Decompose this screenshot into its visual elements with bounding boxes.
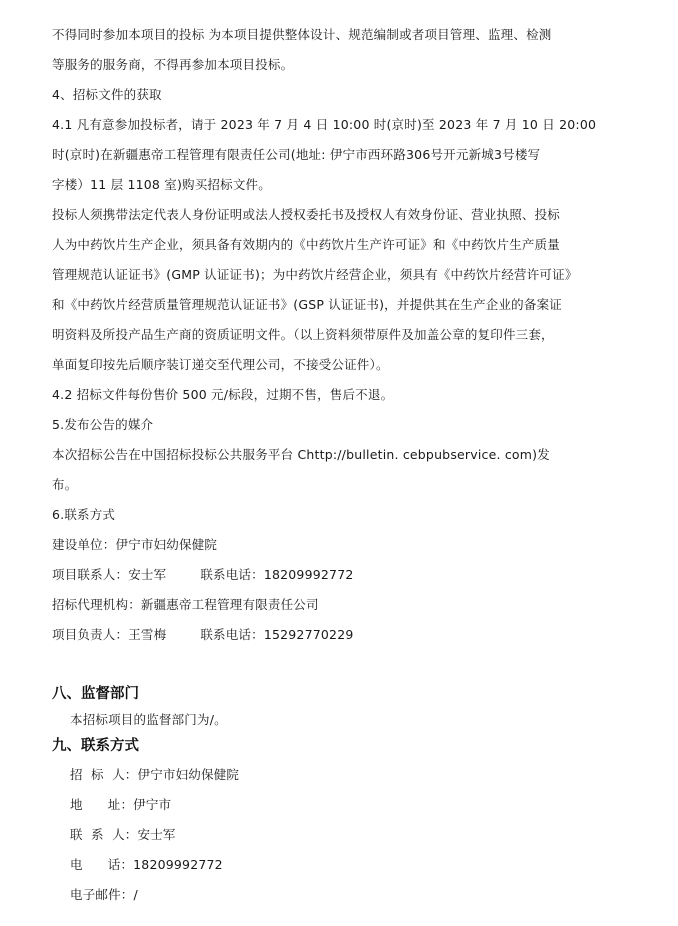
requirements-line-5: 明资料及所投产品生产商的资质证明文件。（以上资料须带原件及加盖公章的复印件三套，: [52, 327, 554, 342]
paragraph-restriction-line-2: 等服务的服务商，不得再参加本项目投标。: [52, 57, 294, 72]
heading-contact: 九、联系方式: [52, 738, 139, 754]
project-contact: 项目联系人：安士军: [52, 567, 167, 582]
contact-tenderer: 招 标 人：伊宁市妇幼保健院: [70, 767, 240, 782]
project-contact-row: [52, 567, 354, 583]
requirements-line-3: 管理规范认证证书》(GMP 认证证书)；为中药饮片经营企业，须具有《中药饮片经营许可证》: [52, 267, 578, 282]
requirements-line-1: 投标人须携带法定代表人身份证明或法人授权委托书及授权人有效身份证、营业执照、投标: [52, 207, 561, 222]
section-4-2: 4.2 招标文件每份售价 500 元/标段，过期不售，售后不退。: [52, 387, 394, 402]
section-4-1-line-3: 字楼）11 层 1108 室)购买招标文件。: [52, 177, 271, 192]
section-4-title: 4、招标文件的获取: [52, 87, 162, 102]
section-4-1-line-2: 时(京时)在新疆惠帝工程管理有限责任公司(地址: 伊宁市西环路306号开元新城3号楼写: [52, 147, 541, 162]
contact-address: 地 址：伊宁市: [70, 797, 172, 812]
contact-email: 电子邮件：/: [70, 887, 138, 902]
section-4-1-line-1: 4.1 凡有意参加投标者，请于 2023 年 7 月 4 日 10:00 时(京时)至 2023 年 7 月 10 日 20:00: [52, 117, 597, 132]
requirements-line-2: 人为中药饮片生产企业，须具备有效期内的《中药饮片生产许可证》和《中药饮片生产质量: [52, 237, 561, 252]
project-leader-row: [52, 627, 354, 643]
agency: 招标代理机构：新疆惠帝工程管理有限责任公司: [52, 597, 319, 612]
paragraph-restriction-line-1: 不得同时参加本项目的投标 为本项目提供整体设计、规范编制或者项目管理、监理、检测: [52, 27, 552, 42]
project-leader: 项目负责人：王雪梅: [52, 627, 167, 642]
section-5-line-1: 本次招标公告在中国招标投标公共服务平台 Chttp://bulletin. cebpubservice. com)发: [52, 447, 550, 462]
contact-person: 联 系 人：安士军: [70, 827, 176, 842]
builder-unit: 建设单位：伊宁市妇幼保健院: [52, 537, 218, 552]
contact-phone: 电 话：18209992772: [70, 857, 223, 872]
requirements-line-4: 和《中药饮片经营质量管理规范认证证书》(GSP 认证证书)，并提供其在生产企业的备案证: [52, 297, 562, 312]
supervision-body: 本招标项目的监督部门为/。: [70, 712, 227, 727]
heading-supervision: 八、监督部门: [52, 686, 139, 702]
project-contact-phone: 联系电话：18209992772: [200, 567, 354, 582]
project-leader-phone: 联系电话：15292770229: [200, 627, 354, 642]
section-5-line-2: 布。: [52, 477, 78, 492]
requirements-line-6: 单面复印按先后顺序装订递交至代理公司，不接受公证件）。: [52, 357, 389, 372]
section-5-title: 5.发布公告的媒介: [52, 417, 154, 432]
section-6-title: 6.联系方式: [52, 507, 116, 522]
